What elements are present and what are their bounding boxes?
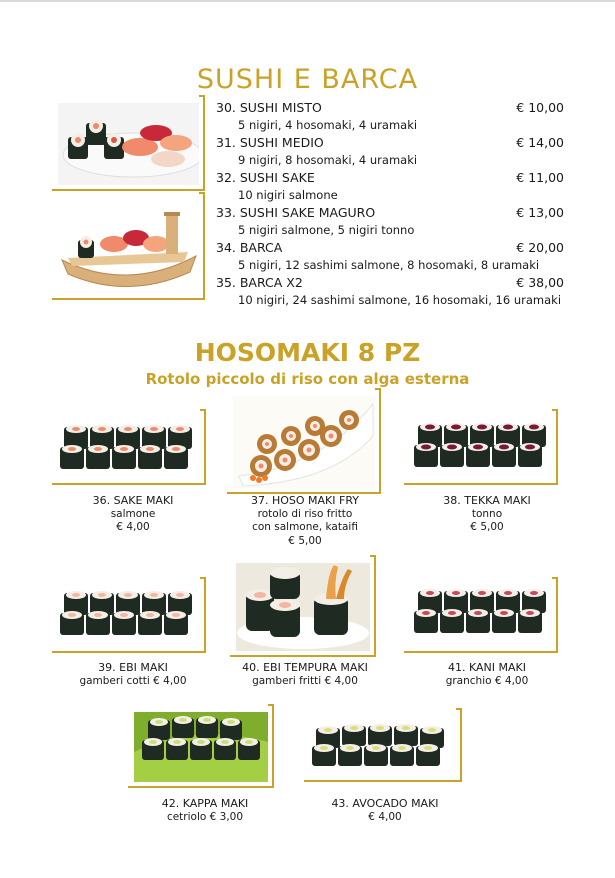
- item-description: 5 nigiri, 4 hosomaki, 4 uramaki: [238, 117, 418, 132]
- item-price: € 10,00: [516, 100, 564, 115]
- kani-maki-image: [410, 585, 552, 647]
- sake-maki-image: [58, 417, 200, 479]
- card-line: salmone: [110, 507, 156, 520]
- card-line: € 5,00: [288, 534, 322, 547]
- photo-frame-40: [236, 563, 370, 651]
- menu-card-38: [412, 494, 562, 535]
- item-name: 35. BARCA X2: [216, 275, 303, 290]
- card-name: 42. KAPPA MAKI: [161, 797, 249, 810]
- menu-item-32: [216, 169, 564, 204]
- menu-item-33: [216, 204, 564, 239]
- avocado-maki-image: [310, 716, 456, 776]
- card-name: 41. KANI MAKI: [448, 661, 526, 674]
- sushi-menu-list: [216, 99, 564, 309]
- card-line: tonno: [471, 507, 503, 520]
- card-line: cetriolo € 3,00: [166, 810, 244, 823]
- menu-card-40: [230, 661, 380, 688]
- item-price: € 20,00: [516, 240, 564, 255]
- menu-card-41: [412, 661, 562, 688]
- photo-frame-43: [310, 716, 456, 776]
- ebi-maki-image: [58, 585, 200, 647]
- card-name: 37. HOSO MAKI FRY: [250, 494, 359, 507]
- menu-item-35: [216, 274, 564, 309]
- item-price: € 38,00: [516, 275, 564, 290]
- item-name: 32. SUSHI SAKE: [216, 170, 315, 185]
- photo-frame-39: [58, 585, 200, 647]
- menu-card-42: [130, 797, 280, 824]
- item-name: 34. BARCA: [216, 240, 283, 255]
- menu-card-39: [58, 661, 208, 688]
- card-name: 43. AVOCADO MAKI: [331, 797, 439, 810]
- menu-item-34: [216, 239, 564, 274]
- card-line: gamberi cotti € 4,00: [79, 674, 187, 687]
- sushi-boat-image: [58, 200, 199, 294]
- card-name: 40. EBI TEMPURA MAKI: [242, 661, 368, 674]
- item-description: 5 nigiri, 12 sashimi salmone, 8 hosomaki, 8 uramaki: [238, 257, 540, 272]
- menu-card-37: [230, 494, 380, 548]
- section-subtitle: Rotolo piccolo di riso con alga esterna: [145, 370, 470, 388]
- card-line: rotolo di riso fritto: [257, 507, 353, 520]
- item-description: 10 nigiri, 24 sashimi salmone, 16 hosomaki, 16 uramaki: [238, 292, 562, 307]
- card-line: gamberi fritti € 4,00: [252, 674, 358, 687]
- photo-frame-36: [58, 417, 200, 479]
- card-name: 36. SAKE MAKI: [92, 494, 174, 507]
- photo-frame-41: [410, 585, 552, 647]
- kappa-maki-image: [134, 712, 268, 782]
- photo-frame-37: [233, 396, 375, 488]
- top-divider: [0, 0, 615, 2]
- item-description: 10 nigiri salmone: [238, 187, 338, 202]
- menu-item-30: [216, 99, 564, 134]
- item-price: € 14,00: [516, 135, 564, 150]
- card-line: con salmone, kataifi: [252, 521, 358, 533]
- card-line: granchio € 4,00: [445, 674, 529, 687]
- card-name: 39. EBI MAKI: [98, 661, 168, 674]
- item-description: 5 nigiri salmone, 5 nigiri tonno: [238, 222, 415, 237]
- item-price: € 11,00: [516, 170, 564, 185]
- photo-frame-42: [134, 712, 268, 782]
- item-name: 31. SUSHI MEDIO: [216, 135, 324, 150]
- sushi-platter-image: [58, 103, 199, 185]
- section-title-sushi-e-barca: SUSHI E BARCA: [196, 64, 419, 95]
- photo-frame-barca: [58, 200, 199, 294]
- card-line: € 4,00: [116, 521, 150, 533]
- item-price: € 13,00: [516, 205, 564, 220]
- menu-card-36: [58, 494, 208, 535]
- menu-card-43: [310, 797, 460, 824]
- menu-item-31: [216, 134, 564, 169]
- card-name: 38. TEKKA MAKI: [443, 494, 531, 507]
- card-line: € 5,00: [470, 521, 504, 533]
- hoso-maki-fry-image: [233, 396, 375, 488]
- photo-frame-sushi-misto: [58, 103, 199, 185]
- tekka-maki-image: [410, 417, 552, 479]
- item-name: 30. SUSHI MISTO: [216, 100, 322, 115]
- item-description: 9 nigiri, 8 hosomaki, 4 uramaki: [238, 152, 418, 167]
- photo-frame-38: [410, 417, 552, 479]
- item-name: 33. SUSHI SAKE MAGURO: [216, 205, 376, 220]
- ebi-tempura-maki-image: [236, 563, 370, 651]
- card-line: € 4,00: [368, 810, 402, 823]
- section-title-hosomaki: HOSOMAKI 8 PZ: [194, 338, 421, 367]
